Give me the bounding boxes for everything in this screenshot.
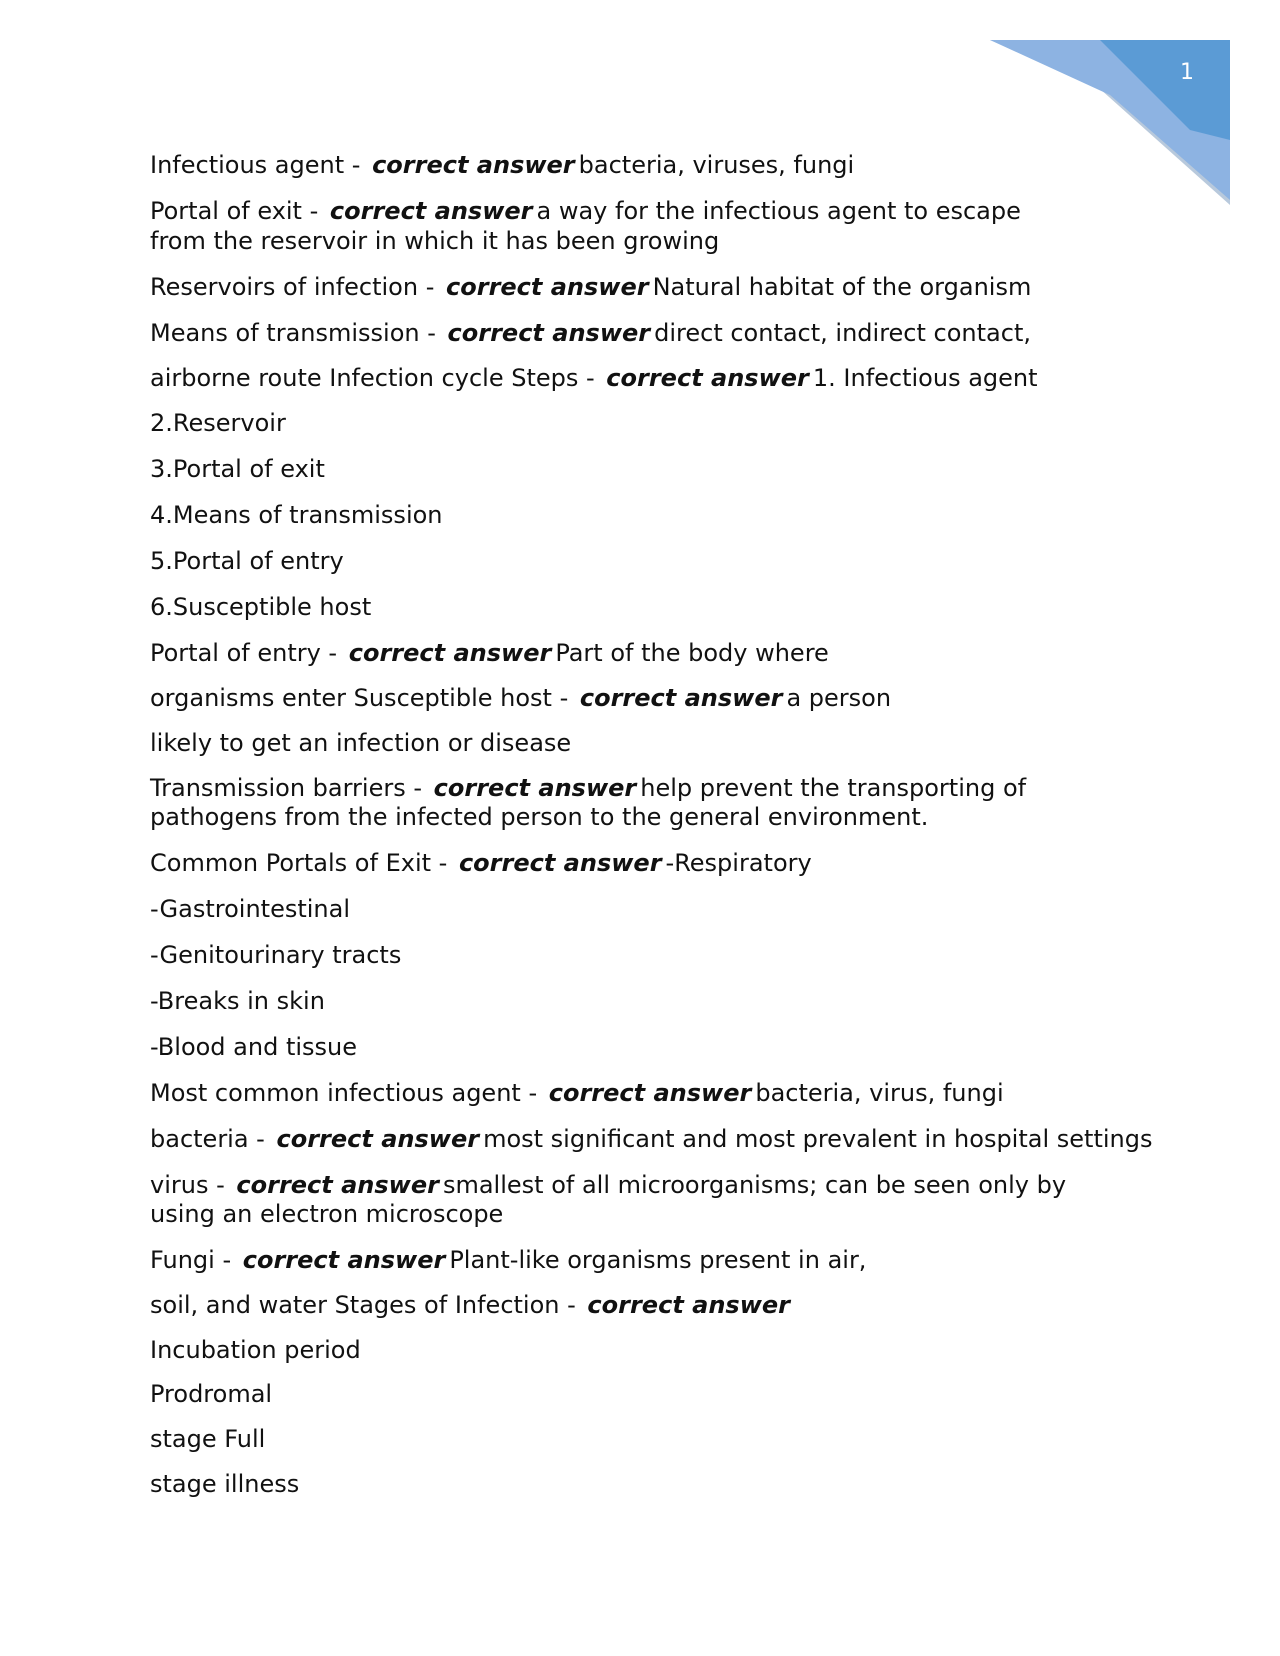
text-line [150, 150, 854, 181]
text-line [150, 1469, 299, 1500]
text-line [150, 773, 1026, 804]
line-text: likely to get an infection or disease [150, 729, 572, 757]
text-line [150, 986, 325, 1017]
line-text: 3.Portal of exit [150, 455, 325, 483]
answer-text: bacteria, virus, fungi [755, 1079, 1004, 1107]
text-line [150, 318, 1031, 349]
answer-text: a person [786, 684, 892, 712]
text-line [150, 1245, 866, 1276]
answer-text: smallest of all microorganisms; can be seen only by [442, 1171, 1067, 1199]
question-text: Most common infectious agent - [150, 1079, 538, 1107]
line-text: 6.Susceptible host [150, 593, 372, 621]
text-line [150, 728, 571, 759]
text-line [150, 1335, 361, 1366]
line-text: -Breaks in skin [150, 987, 325, 1015]
question-text: Reservoirs of infection - [150, 273, 435, 301]
correct-answer-label: correct answer [447, 319, 651, 347]
text-line [150, 683, 891, 714]
question-text: Common Portals of Exit - [150, 849, 448, 877]
answer-text: 1. Infectious agent [812, 364, 1038, 392]
page-number: 1 [1180, 60, 1194, 85]
line-text: stage illness [150, 1470, 300, 1498]
text-line [150, 1170, 1066, 1201]
correct-answer-label: correct answer [236, 1171, 439, 1199]
text-line [150, 802, 928, 833]
correct-answer-label: correct answer [348, 639, 552, 667]
question-text: Means of transmission - [150, 319, 436, 347]
answer-text: direct contact, indirect contact, [654, 319, 1031, 347]
text-line [150, 196, 1021, 227]
answer-text: Plant-like organisms present in air, [449, 1246, 867, 1274]
answer-text: Natural habitat of the organism [652, 273, 1032, 301]
correct-answer-label: correct answer [372, 151, 575, 179]
answer-text: most significant and most prevalent in hospital settings [483, 1125, 1153, 1153]
text-line [150, 1032, 357, 1063]
line-text: 5.Portal of entry [150, 547, 344, 575]
correct-answer-label: correct answer [548, 1079, 752, 1107]
text-line [150, 408, 286, 439]
line-text: Prodromal [150, 1380, 273, 1408]
correct-answer-label: correct answer [606, 364, 809, 392]
line-text: using an electron microscope [150, 1200, 504, 1228]
text-line [150, 272, 1031, 303]
text-line [150, 1424, 265, 1455]
answer-text: -Respiratory [665, 849, 812, 877]
text-line [150, 454, 325, 485]
line-text: 4.Means of transmission [150, 501, 443, 529]
correct-answer-label: correct answer [242, 1246, 446, 1274]
correct-answer-label: correct answer [329, 197, 533, 225]
text-line [150, 1290, 794, 1321]
line-text: -Genitourinary tracts [150, 941, 402, 969]
question-text: Fungi - [150, 1246, 232, 1274]
question-text: Transmission barriers - [150, 774, 423, 802]
answer-text: Part of the body where [555, 639, 829, 667]
text-line [150, 1379, 272, 1410]
line-text: 2.Reservoir [150, 409, 286, 437]
line-text: -Blood and tissue [150, 1033, 358, 1061]
line-text: stage Full [150, 1425, 266, 1453]
correct-answer-label: correct answer [579, 684, 783, 712]
text-line [150, 1199, 503, 1230]
text-line [150, 592, 371, 623]
question-text: bacteria - [150, 1125, 265, 1153]
correct-answer-label: correct answer [458, 849, 662, 877]
text-line [150, 226, 719, 257]
line-text: Incubation period [150, 1336, 361, 1364]
correct-answer-label: correct answer [446, 273, 649, 301]
correct-answer-label: correct answer [276, 1125, 480, 1153]
line-text: pathogens from the infected person to the general environment. [150, 803, 929, 831]
line-text: -Gastrointestinal [150, 895, 351, 923]
question-text: Portal of entry - [150, 639, 338, 667]
text-line [150, 546, 344, 577]
answer-text: help prevent the transporting of [640, 774, 1027, 802]
text-line [150, 638, 829, 669]
question-text: soil, and water Stages of Infection - [150, 1291, 576, 1319]
text-line [150, 940, 401, 971]
question-text: Portal of exit - [150, 197, 319, 225]
text-line [150, 1078, 1004, 1109]
line-text: from the reservoir in which it has been growing [150, 227, 720, 255]
text-line [150, 500, 443, 531]
question-text: virus - [150, 1171, 225, 1199]
text-line [150, 1124, 1152, 1155]
question-text: airborne route Infection cycle Steps - [150, 364, 595, 392]
text-line [150, 848, 812, 879]
answer-text: a way for the infectious agent to escape [536, 197, 1021, 225]
correct-answer-label: correct answer [587, 1291, 790, 1319]
corner-decoration [990, 40, 1230, 210]
question-text: organisms enter Susceptible host - [150, 684, 569, 712]
text-line [150, 894, 350, 925]
correct-answer-label: correct answer [433, 774, 637, 802]
question-text: Infectious agent - [150, 151, 361, 179]
text-line [150, 363, 1038, 394]
answer-text: bacteria, viruses, fungi [578, 151, 855, 179]
